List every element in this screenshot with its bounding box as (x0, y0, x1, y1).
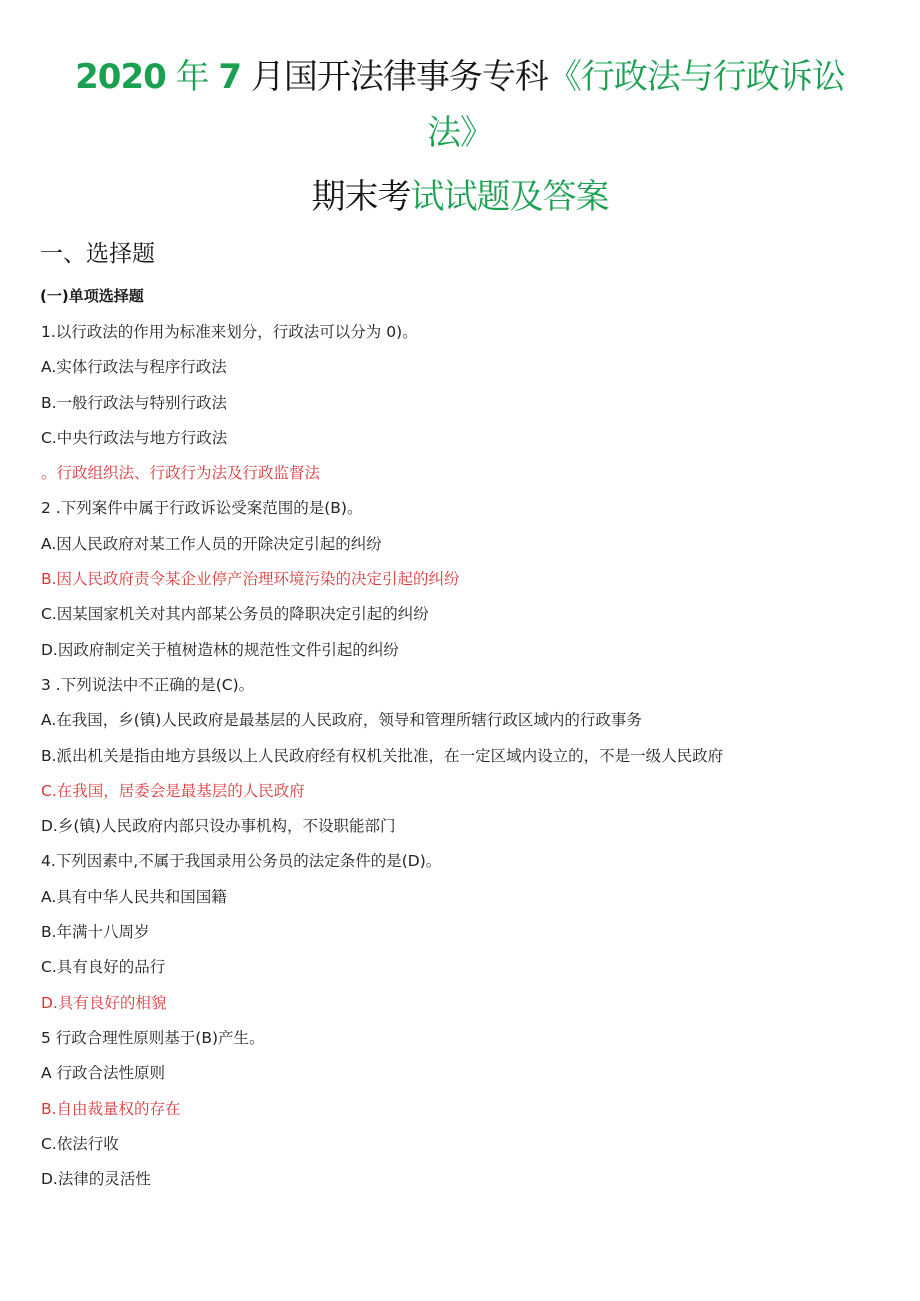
question-line: 4.下列因素中,不属于我国录用公务员的法定条件的是(D)。 (41, 852, 442, 871)
question-list (41, 315, 901, 1197)
question-line: 5 行政合理性原则基于(B)产生。 (41, 1028, 265, 1047)
question-line: A.在我国，乡(镇)人民政府是最基层的人民政府，领导和管理所辖行政区域内的行政事务 (41, 711, 642, 730)
section-heading: 一、选择题 (40, 241, 155, 267)
document-title-line-2 (0, 104, 920, 162)
question-line: 1.以行政法的作用为标准来划分，行政法可以分为 0)。 (41, 323, 418, 341)
question-line: 2 .下列案件中属于行政诉讼受案范围的是(B)。 (41, 499, 363, 518)
question-line: C.具有良好的品行 (41, 958, 166, 977)
subsection-heading: (一)单项选择题 (40, 287, 144, 305)
document-title-line-1 (0, 48, 920, 106)
answer-line: C.在我国，居委会是最基层的人民政府 (41, 781, 305, 800)
title-year: 2020 (75, 57, 166, 97)
title-course-prefix: 月国开法律事务专科 (241, 57, 548, 97)
answer-line: B.自由裁量权的存在 (41, 1099, 181, 1118)
question-line: C.中央行政法与地方行政法 (41, 428, 228, 447)
question-line: C.依法行收 (41, 1134, 119, 1153)
question-line: B.年满十八周岁 (41, 923, 150, 942)
answer-line: D.具有良好的相貌 (41, 993, 167, 1012)
title-exam-prefix: 期末考 (311, 177, 411, 217)
question-line: B.一般行政法与特别行政法 (41, 393, 228, 412)
question-line: D.法律的灵活性 (41, 1170, 151, 1189)
question-line: D.因政府制定关于植树造林的规范性文件引起的纠纷 (41, 640, 399, 659)
question-line: C.因某国家机关对其内部某公务员的降职决定引起的纠纷 (41, 605, 429, 624)
title-month: 7 (218, 57, 242, 97)
answer-line: 。行政组织法、行政行为法及行政监督法 (41, 464, 321, 483)
question-line: B.派出机关是指由地方县级以上人民政府经有权机关批准，在一定区域内设立的，不是一级人民政府 (41, 746, 724, 765)
question-line: A.实体行政法与程序行政法 (41, 358, 227, 377)
document-title-line-3 (0, 168, 920, 226)
answer-line: B.因人民政府责令某企业停产治理环境污染的决定引起的纠纷 (41, 570, 460, 589)
question-line: A 行政合法性原则 (41, 1064, 166, 1083)
title-nian: 年 (165, 57, 219, 97)
title-course-name-end: 法》 (427, 113, 493, 153)
question-line: 3 .下列说法中不正确的是(C)。 (41, 675, 255, 694)
question-line: A.具有中华人民共和国国籍 (41, 887, 227, 906)
question-line: D.乡(镇)人民政府内部只设办事机构，不设职能部门 (41, 817, 396, 836)
question-line: A.因人民政府对某工作人员的开除决定引起的纠纷 (41, 534, 382, 553)
title-exam-suffix: 试试题及答案 (410, 177, 609, 217)
title-course-name: 《行政法与行政诉讼 (547, 57, 845, 97)
